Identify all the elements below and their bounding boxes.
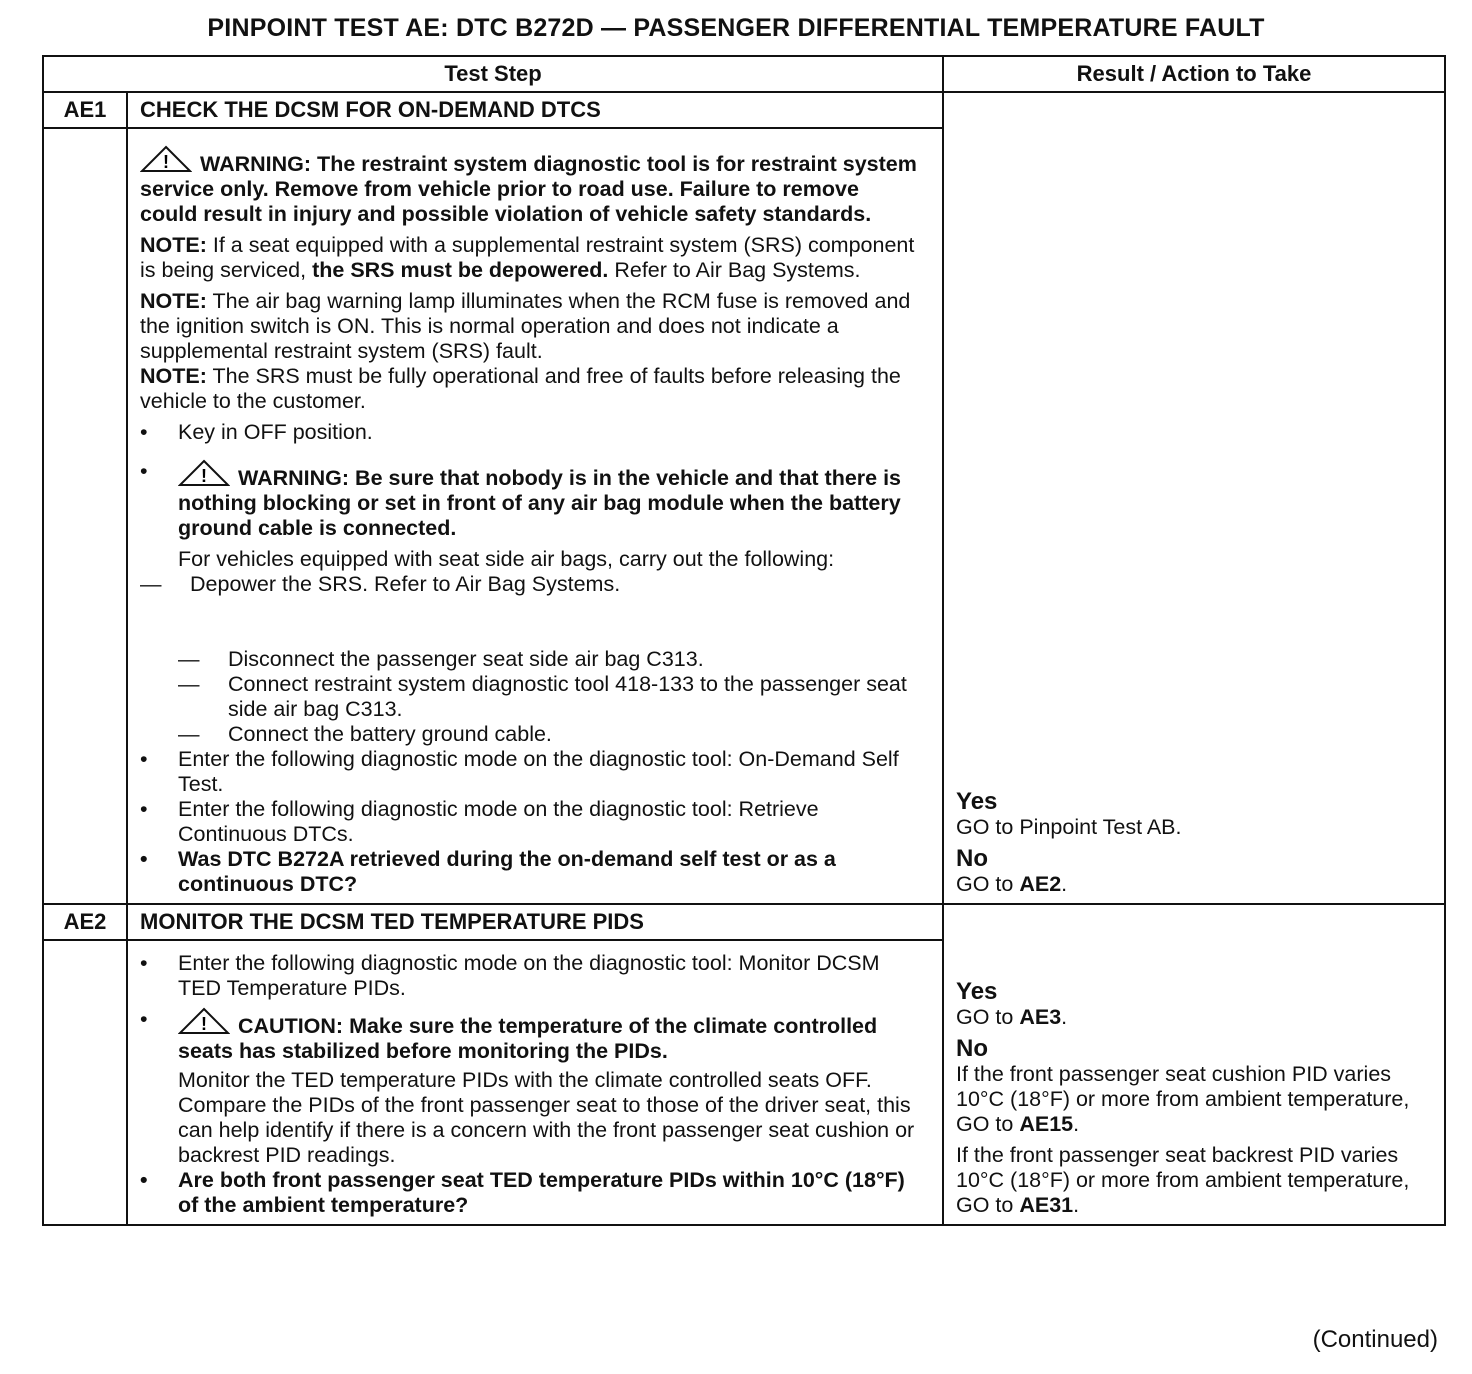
list-item: — Disconnect the passenger seat side air bag C313. [178, 647, 704, 671]
pinpoint-test-table [42, 55, 1446, 1226]
header-test-step: Test Step [43, 56, 943, 92]
step-ae1-heading-row [43, 92, 1445, 128]
page-title: PINPOINT TEST AE: DTC B272D — PASSENGER DIFFERENTIAL TEMPERATURE FAULT [207, 14, 1265, 42]
list-item: • Key in OFF position. [140, 420, 373, 444]
list-item: • Are both front passenger seat TED temperature PIDs within 10°C (18°F) of the ambient temperature? [140, 1168, 905, 1217]
svg-text:!: ! [201, 1014, 207, 1034]
table-header-row [43, 56, 1445, 92]
no-label: No [956, 845, 989, 872]
no-action-backrest: If the front passenger seat backrest PID varies 10°C (18°F) or more from ambient temperature, GO to AE31. [956, 1143, 1410, 1217]
step-id-ae2: AE2 [43, 904, 127, 940]
list-item: • Enter the following diagnostic mode on the diagnostic tool: Retrieve Continuous DTCs. [140, 797, 819, 846]
step-ae1-spacer [43, 128, 127, 904]
step-heading-ae2: MONITOR THE DCSM TED TEMPERATURE PIDS [127, 904, 943, 940]
yes-label: Yes [956, 978, 998, 1005]
step-body-ae2 [127, 940, 943, 1225]
list-item: • ! CAUTION: Make sure the temperature of the climate controlled seats has stabilized before monitoring the PIDs. Monitor the TED temperature PIDs with the climate controlled seats OFF. Compare the PIDs of the front passenger seat to those of the driver seat, this can help identify if there is a concern with the front passenger seat cushion or backrest PID readings. [140, 1007, 915, 1167]
no-action: GO to AE2. [956, 872, 1068, 896]
list-item: — Connect the battery ground cable. [178, 722, 552, 746]
no-action-cushion: If the front passenger seat cushion PID varies 10°C (18°F) or more from ambient temperature, GO to AE15. [956, 1062, 1410, 1136]
warning-triangle-icon [140, 145, 192, 173]
warning-block-1: ! WARNING: The restraint system diagnostic tool is for restraint system service only. Remove from vehicle prior to road use. Failure to remove could result in injury and possible violation of vehicle safety standards. [140, 145, 918, 227]
caution-triangle-icon [178, 1007, 230, 1035]
yes-action: GO to Pinpoint Test AB. [956, 815, 1182, 839]
note-1: NOTE: If a seat equipped with a supplemental restraint system (SRS) component is being serviced, the SRS must be depowered. Refer to Air Bag Systems. [140, 233, 915, 282]
list-item: • Enter the following diagnostic mode on the diagnostic tool: Monitor DCSM TED Temperature PIDs. [140, 951, 880, 1000]
yes-label: Yes [956, 788, 998, 815]
step-id-ae1: AE1 [43, 92, 127, 128]
list-item: • Enter the following diagnostic mode on the diagnostic tool: On-Demand Self Test. [140, 747, 899, 796]
step-body-ae1 [127, 128, 943, 904]
list-item: — Depower the SRS. Refer to Air Bag Systems. [140, 572, 621, 596]
continued-label: (Continued) [1312, 1326, 1438, 1353]
result-ae2 [943, 904, 1445, 1225]
no-label: No [956, 1035, 989, 1062]
result-ae1 [943, 92, 1445, 904]
list-item: • Was DTC B272A retrieved during the on-demand self test or as a continuous DTC? [140, 847, 836, 896]
note-3: NOTE: The SRS must be fully operational and free of faults before releasing the vehicle to the customer. [140, 364, 901, 413]
header-result: Result / Action to Take [943, 56, 1445, 92]
list-item: • ! WARNING: Be sure that nobody is in the vehicle and that there is nothing blocking or set in front of any air bag module when the battery ground cable is connected. For vehicles equipped with seat side air bags, carry out the following: [140, 459, 902, 571]
svg-text:!: ! [163, 152, 169, 172]
list-item: — Connect restraint system diagnostic tool 418-133 to the passenger seat side air bag C313. [178, 672, 907, 721]
step-ae2-heading-row [43, 904, 1445, 940]
step-heading-ae1: CHECK THE DCSM FOR ON-DEMAND DTCS [127, 92, 943, 128]
yes-action: GO to AE3. [956, 1005, 1068, 1029]
step-ae2-spacer [43, 940, 127, 1225]
svg-text:!: ! [201, 466, 207, 486]
warning-triangle-icon [178, 459, 230, 487]
note-2: NOTE: The air bag warning lamp illuminates when the RCM fuse is removed and the ignition switch is ON. This is normal operation and does not indicate a supplemental restraint system (SRS) fault. [140, 289, 911, 363]
